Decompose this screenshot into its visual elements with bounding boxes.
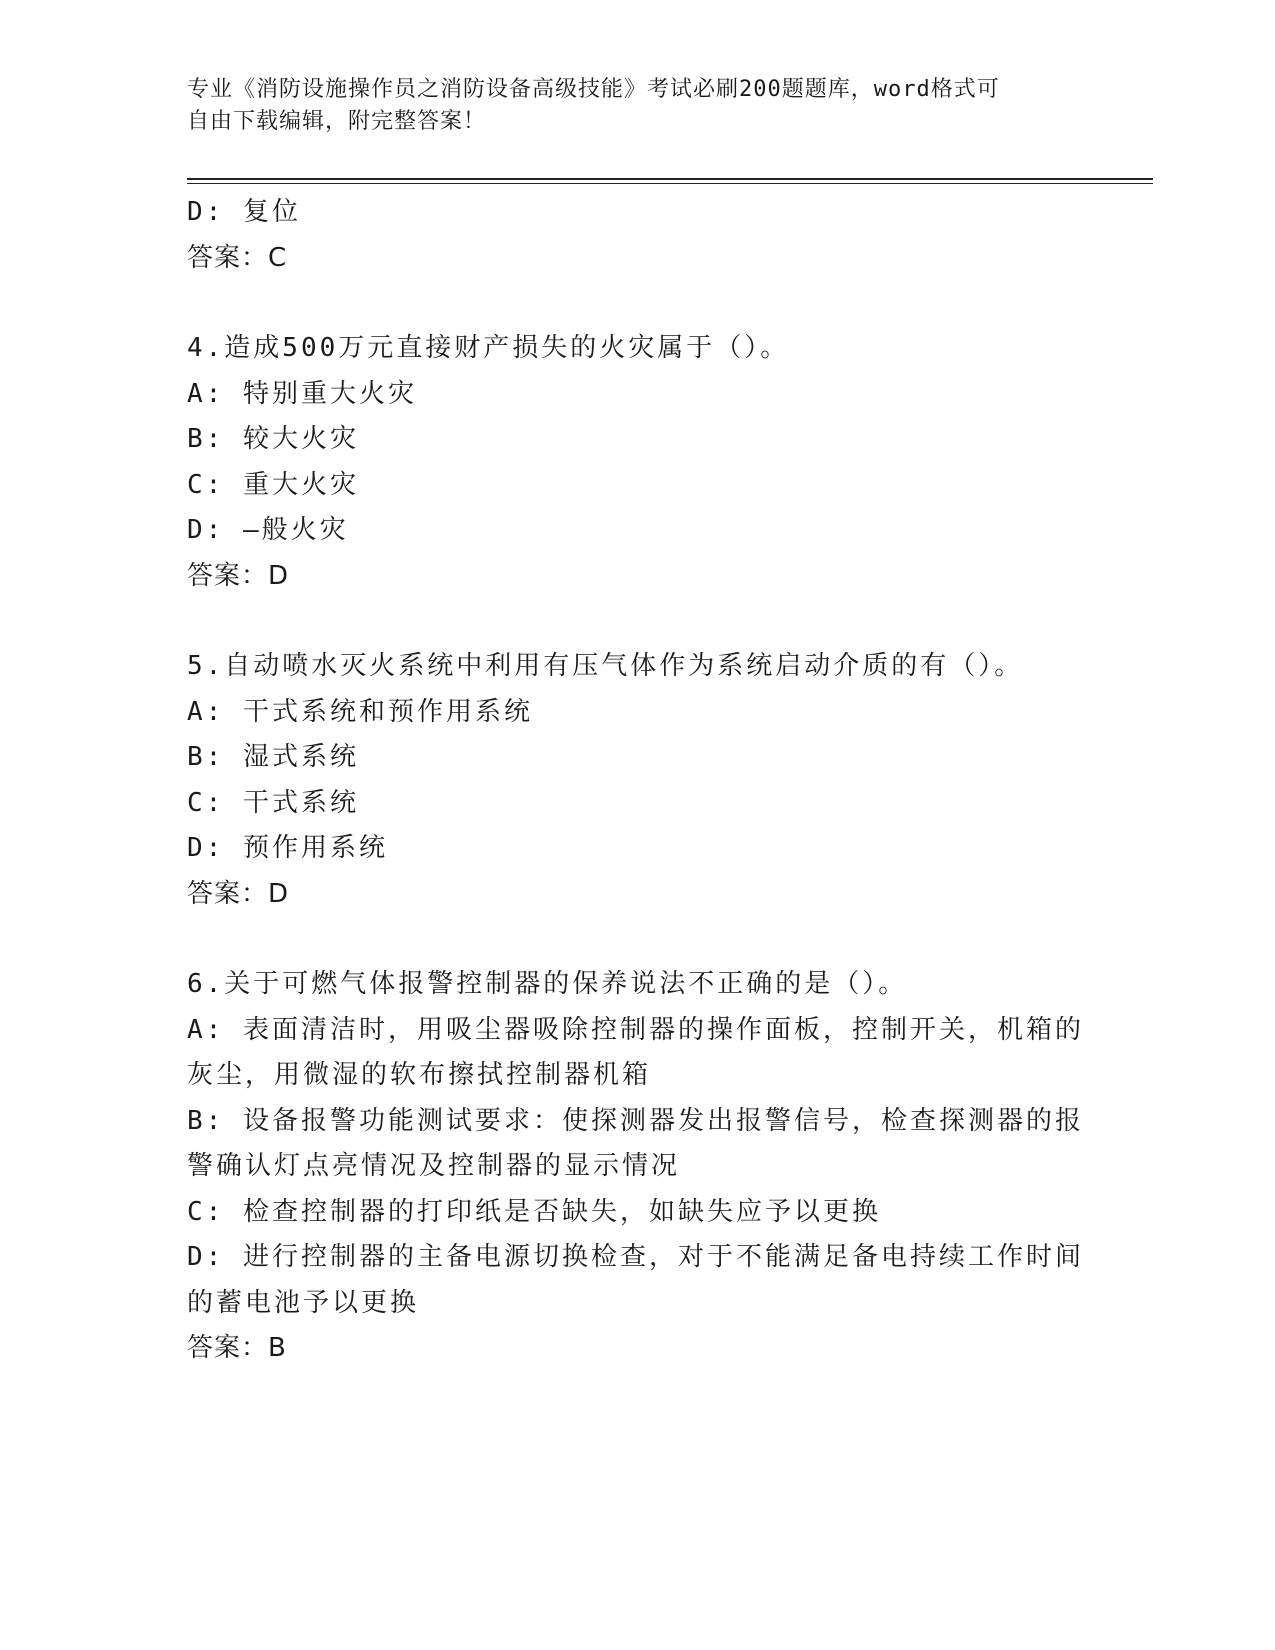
answer-line: 答案：C — [187, 242, 288, 273]
option-d: D: —般火灾 — [187, 515, 349, 545]
carryover-question — [187, 190, 1087, 281]
question-6 — [187, 962, 1087, 1372]
option-c: C: 检查控制器的打印纸是否缺失，如缺失应予以更换 — [187, 1196, 881, 1227]
question-stem: 4.造成500万元直接财产损失的火灾属于（）。 — [187, 333, 790, 363]
option-b: B: 湿式系统 — [187, 742, 359, 772]
header-divider-thick — [187, 178, 1153, 180]
option-d: D: 复位 — [187, 197, 301, 227]
header-divider-thin — [187, 183, 1153, 184]
question-stem: 6.关于可燃气体报警控制器的保养说法不正确的是（）。 — [187, 969, 908, 999]
option-a: A: 特别重大火灾 — [187, 378, 417, 409]
question-5 — [187, 644, 1087, 917]
answer-line: 答案：B — [187, 1333, 287, 1363]
option-b: B: 较大火灾 — [187, 424, 359, 454]
page-header — [187, 74, 1087, 138]
question-stem: 5.自动喷水灭火系统中利用有压气体作为系统启动介质的有（）。 — [187, 651, 1024, 681]
question-body — [187, 190, 1087, 1372]
header-line-1: 专业《消防设施操作员之消防设备高级技能》考试必刷200题题库，word格式可 — [187, 77, 1000, 102]
answer-line: 答案：D — [187, 878, 290, 909]
header-line-2: 自由下载编辑，附完整答案！ — [187, 109, 487, 134]
option-c: C: 重大火灾 — [187, 469, 359, 500]
option-c: C: 干式系统 — [187, 787, 359, 818]
option-a: A: 干式系统和预作用系统 — [187, 696, 533, 727]
option-b: B: 设备报警功能测试要求：使探测器发出报警信号，检查探测器的报警确认灯点亮情况及控制器的显示情况 — [187, 1105, 1084, 1181]
answer-line: 答案：D — [187, 560, 290, 591]
option-d: D: 进行控制器的主备电源切换检查，对于不能满足备电持续工作时间的蓄电池予以更换 — [187, 1242, 1084, 1318]
option-a: A: 表面清洁时，用吸尘器吸除控制器的操作面板，控制开关，机箱的灰尘，用微湿的软布擦拭控制器机箱 — [187, 1014, 1084, 1090]
question-4 — [187, 326, 1087, 599]
option-d: D: 预作用系统 — [187, 833, 388, 863]
